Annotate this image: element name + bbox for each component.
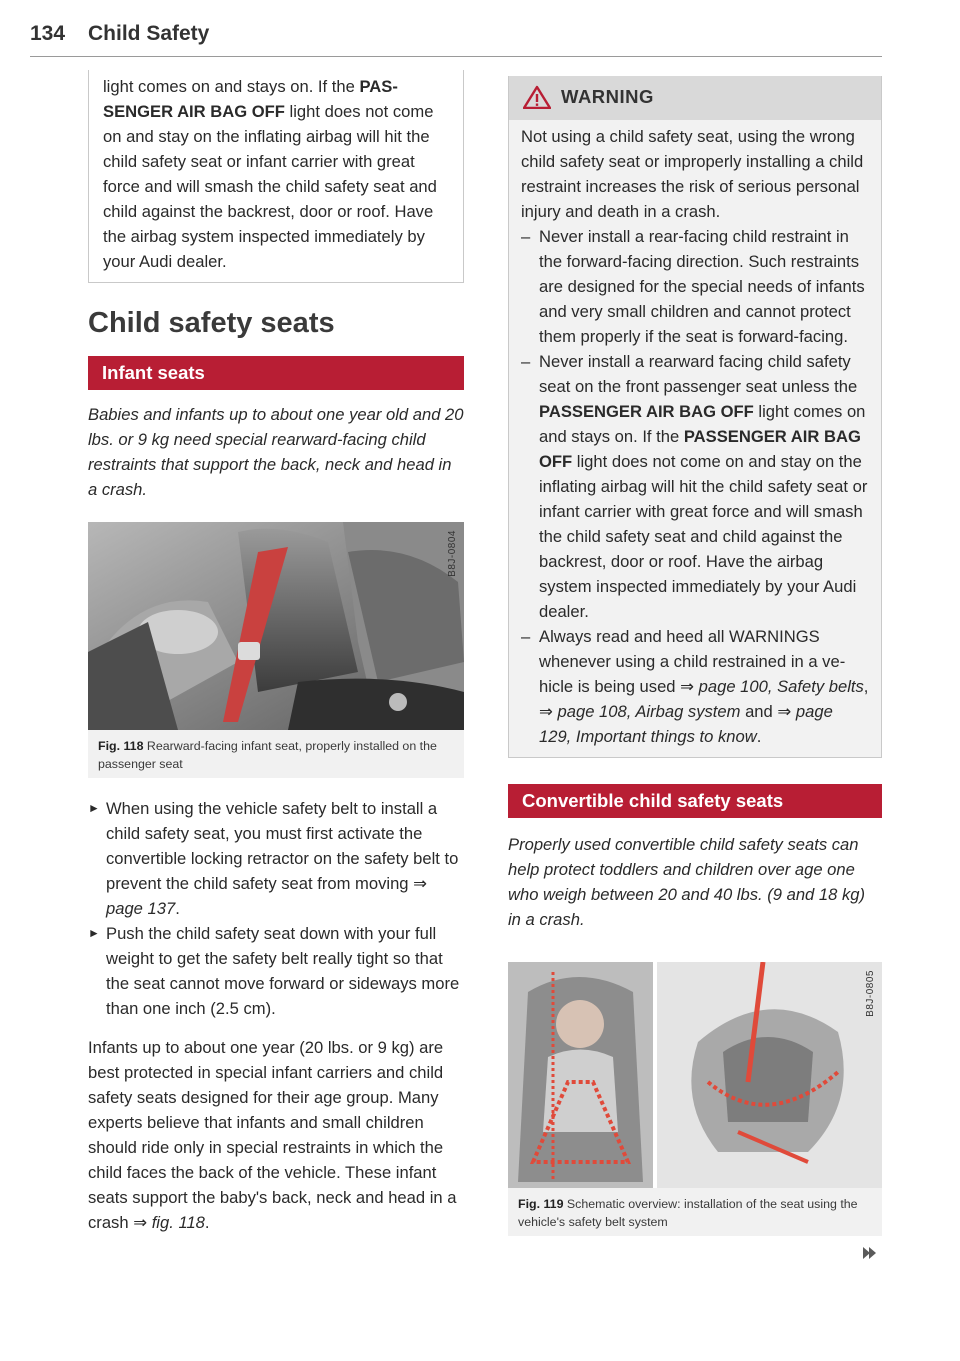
page-number: 134 xyxy=(30,22,66,45)
subsection-bar-convertible: Convertible child safety seats xyxy=(508,784,882,818)
list-item: ► When using the vehicle safety belt to install a child safety seat, you must first activate the convertible locking retractor on the safety belt to prevent the child safety seat from moving ⇒ page 137. xyxy=(88,799,459,918)
figure-119-caption: Fig. 119 Schematic overview: installation of the seat using the vehicle's safety belt system xyxy=(508,1188,882,1236)
warning-content xyxy=(509,120,881,757)
continued-arrow-icon xyxy=(863,1246,877,1264)
convertible-intro: Properly used convertible child safety seats can help protect toddlers and children over age one who weigh between 20 and 40 lbs. (9 and 18 kg) in a crash. xyxy=(508,835,866,929)
continued-text: light comes on and stays on. If the PASSENGER AIR BAG OFF light does not come on and stay on the inflating airbag will hit the child safety seat or infant carrier with great force and will smash the child safety seat and child against the backrest, door or roof. Have the airbag system inspected immediately by your Audi dealer. xyxy=(103,77,437,271)
warning-item: – Always read and heed all WARNINGS whenever using a child restrained in a vehicle is being used ⇒ page 100, Safety belts, ⇒ page 108, Airbag system and ⇒ page 129, Important things to know. xyxy=(521,627,869,746)
page-header xyxy=(30,22,882,57)
warning-triangle-icon xyxy=(523,85,551,114)
section-title: Child safety seats xyxy=(88,307,335,339)
figure-118 xyxy=(88,522,464,778)
child-seat-illustration xyxy=(508,962,882,1188)
warning-item: – Never install a rear-facing child restraint in the forward-facing direction. Such restraints are designed for the special needs of infants and very small children and cannot protect them properly if the seat is forward-facing. xyxy=(521,227,865,346)
continued-warning-box xyxy=(88,70,464,283)
chapter-title: Child Safety xyxy=(88,22,210,45)
figure-118-image xyxy=(88,522,464,730)
subsection-bar-infant: Infant seats xyxy=(88,356,464,390)
instruction-list xyxy=(88,796,464,1021)
warning-header xyxy=(509,76,881,120)
list-item: ► Push the child safety seat down with your full weight to get the safety belt really tight so that the seat cannot move forward or sideways more than one inch (2.5 cm). xyxy=(88,924,460,1018)
figure-119-code: B8J-0805 xyxy=(865,970,876,1017)
infant-intro: Babies and infants up to about one year old and 20 lbs. or 9 kg need special rearward-facing child restraints that support the back, neck and head in a crash. xyxy=(88,405,464,499)
figure-118-caption: Fig. 118 Rearward-facing infant seat, properly installed on the passenger seat xyxy=(88,730,464,778)
left-column xyxy=(88,70,464,1235)
infant-body-paragraph: Infants up to about one year (20 lbs. or 9 kg) are best protected in special infant carriers and child safety seats designed for their age group. Many experts believe that infants and small children should ride only in special restraints in which the child faces the back of the vehicle. These infant seats support the baby's back, neck and head in a crash ⇒ fig. 118. xyxy=(88,1038,457,1232)
warning-item: – Never install a rearward facing child safety seat on the front passenger seat unless the PASSENGER AIR BAG OFF light comes on and stays on. If the PASSENGER AIR BAG OFF light does not come on and stay on the inflating airbag will hit the child safety seat or infant carrier with great force and will smash the child safety seat and child against the backrest, door or roof. Have the airbag system inspected immediately by your Audi dealer. xyxy=(521,352,868,621)
figure-118-code: B8J-0804 xyxy=(447,530,458,577)
figure-119-image xyxy=(508,962,882,1188)
warning-intro: Not using a child safety seat, using the wrong child safety seat or improperly installing a child restraint increases the risk of serious personal injury and death in a crash. xyxy=(521,127,864,221)
car-interior-illustration xyxy=(88,522,464,730)
warning-title: WARNING xyxy=(561,86,654,107)
figure-119 xyxy=(508,962,882,1236)
warning-box xyxy=(508,76,882,758)
right-column xyxy=(508,76,882,1236)
